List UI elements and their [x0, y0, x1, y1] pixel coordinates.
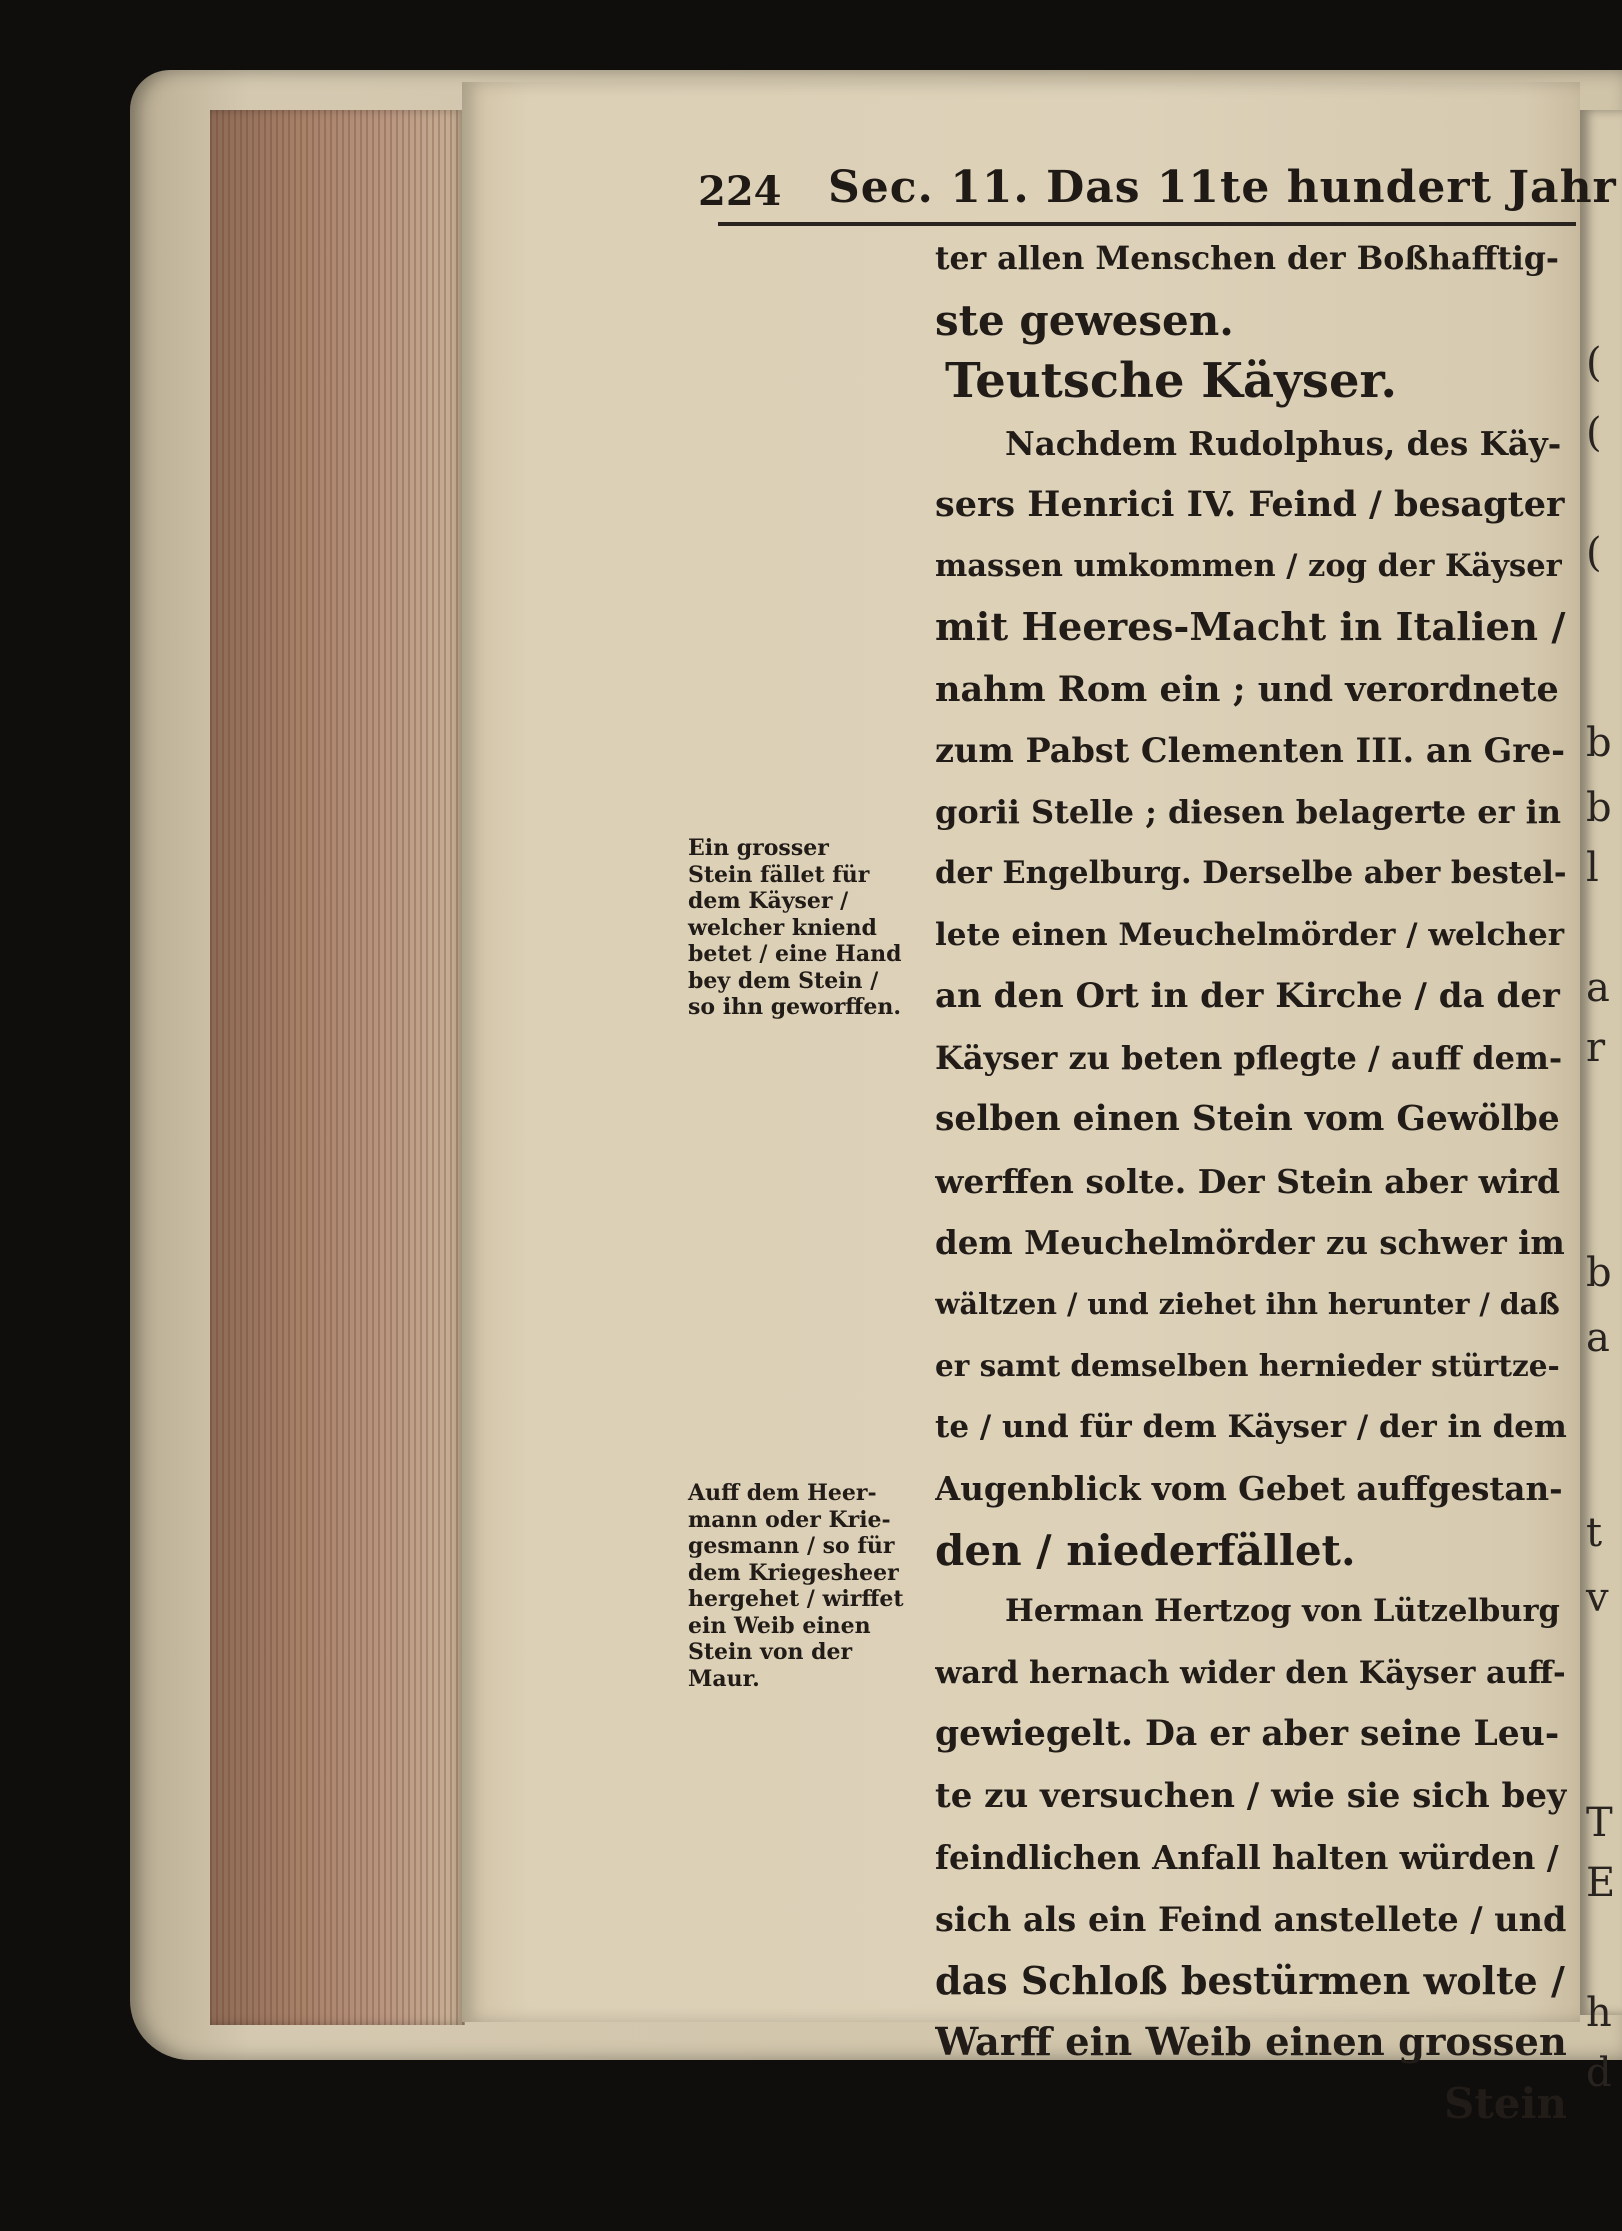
- text-line: te / und für dem Käyser / der in dem: [935, 1408, 1567, 1445]
- marginal-line: ein Weib einen: [688, 1612, 871, 1639]
- text-line: wältzen / und ziehet ihn herunter / daß: [935, 1286, 1560, 1321]
- text-line: selben einen Stein vom Gewölbe: [935, 1099, 1560, 1139]
- page-number: 224: [698, 168, 782, 215]
- text-line: Warff ein Weib einen grossen: [935, 2019, 1567, 2065]
- text-line: nahm Rom ein ; und verordnete: [935, 668, 1559, 710]
- fragment: T: [1586, 1800, 1613, 1846]
- marginal-line: Stein von der: [688, 1639, 853, 1665]
- text-line: ward hernach wider den Käyser auff-: [935, 1654, 1566, 1691]
- text-line: ter allen Menschen der Boßhafftig-: [935, 240, 1559, 277]
- text-line: Herman Hertzog von Lützelburg: [1005, 1593, 1560, 1629]
- text-line: te zu versuchen / wie sie sich bey: [935, 1775, 1567, 1816]
- text-line: mit Heeres-Macht in Italien /: [935, 605, 1566, 650]
- text-line: Augenblick vom Gebet auffgestan-: [935, 1469, 1563, 1508]
- fragment: a: [1586, 1315, 1610, 1361]
- fragment: b: [1586, 1250, 1612, 1296]
- marginal-line: so ihn geworffen.: [688, 994, 902, 1020]
- text-line: lete einen Meuchelmörder / welcher: [935, 916, 1565, 953]
- fragment: l: [1586, 845, 1599, 891]
- marginal-line: hergehet / wirffet: [688, 1586, 904, 1612]
- fragment: (: [1586, 530, 1602, 576]
- page-block-edges: [210, 110, 465, 2025]
- text-line: den / niederfället.: [935, 1525, 1356, 1575]
- fragment: b: [1586, 720, 1612, 766]
- section-heading: Teutsche Käyser.: [945, 353, 1398, 409]
- running-head: Sec. 11. Das 11te hundert Jahr: [828, 162, 1617, 213]
- fragment: v: [1586, 1575, 1609, 1621]
- text-line: sich als ein Feind anstellete / und: [935, 1899, 1567, 1939]
- text-line: feindlichen Anfall halten würden /: [935, 1838, 1559, 1877]
- marginal-line: Stein fället für: [688, 861, 870, 888]
- text-line: massen umkommen / zog der Käyser: [935, 547, 1562, 584]
- marginal-line: Maur.: [688, 1665, 760, 1692]
- marginal-line: Auff dem Heer-: [688, 1480, 877, 1506]
- marginal-note: [688, 835, 928, 1021]
- text-line: gorii Stelle ; diesen belagerte er in: [935, 792, 1561, 831]
- main-text-column: [935, 228, 1567, 2135]
- page-header: [698, 162, 1617, 222]
- marginal-line: betet / eine Hand: [688, 941, 902, 967]
- fragment: (: [1586, 410, 1602, 456]
- text-line: das Schloß bestürmen wolte /: [935, 1958, 1565, 2003]
- text-line: an den Ort in der Kirche / da der: [935, 976, 1560, 1016]
- text-line: gewiegelt. Da er aber seine Leu-: [935, 1714, 1560, 1754]
- text-line: der Engelburg. Derselbe aber bestel-: [935, 855, 1567, 891]
- marginal-line: welcher kniend: [688, 914, 877, 941]
- text-line: er samt demselben hernieder stürtze-: [935, 1348, 1560, 1383]
- marginal-line: dem Käyser /: [688, 888, 849, 914]
- fragment: (: [1586, 340, 1602, 386]
- fragment: a: [1586, 965, 1610, 1011]
- text-line: dem Meuchelmörder zu schwer im: [935, 1223, 1565, 1262]
- header-rule: [718, 222, 1576, 226]
- text-line: ste gewesen.: [935, 295, 1234, 345]
- marginal-note: [688, 1480, 928, 1692]
- fragment: h: [1586, 1990, 1612, 2036]
- text-line: sers Henrici IV. Feind / besagter: [935, 484, 1565, 525]
- text-line: zum Pabst Clementen III. an Gre-: [935, 731, 1566, 770]
- fragment: d: [1586, 2050, 1612, 2096]
- fragment: t: [1586, 1510, 1603, 1556]
- text-line: Käyser zu beten pflegte / auff dem-: [935, 1038, 1563, 1077]
- marginal-line: mann oder Krie-: [688, 1506, 891, 1533]
- marginal-line: gesmann / so für: [688, 1533, 895, 1559]
- marginal-line: bey dem Stein /: [688, 967, 879, 994]
- facing-page-edge: [1580, 110, 1622, 2096]
- text-line: Nachdem Rudolphus, des Käy-: [1005, 423, 1562, 463]
- marginal-line: Ein grosser: [688, 835, 829, 861]
- marginal-line: dem Kriegesheer: [688, 1559, 899, 1586]
- fragment: E: [1586, 1860, 1616, 1906]
- catchword: Stein: [1444, 2079, 1567, 2128]
- text-line: werffen solte. Der Stein aber wird: [935, 1161, 1561, 1201]
- fragment: b: [1586, 785, 1612, 831]
- fragment: r: [1586, 1025, 1606, 1071]
